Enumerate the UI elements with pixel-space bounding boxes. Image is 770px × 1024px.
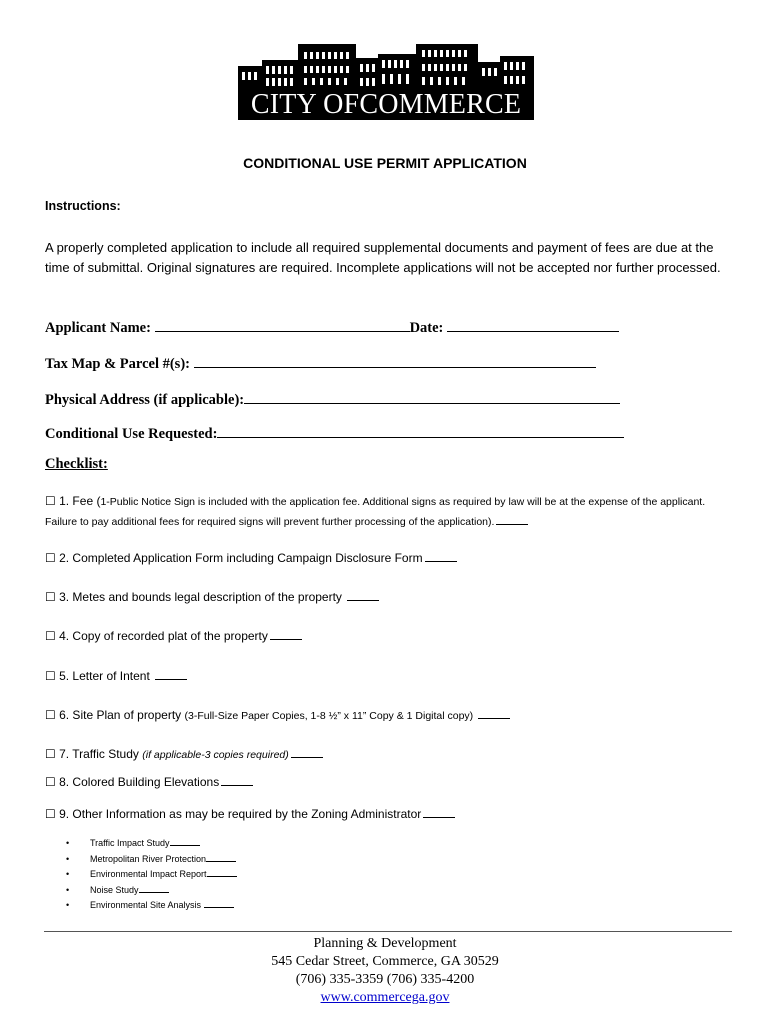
list-item (66, 898, 237, 914)
list-item (66, 852, 237, 868)
bullet-icon: • (66, 853, 70, 864)
sub-item-blank (170, 836, 200, 846)
item-fee-label: ☐ 1. Fee ( (45, 494, 101, 508)
tax-map-line[interactable] (194, 353, 596, 368)
item-traffic-study-label: ☐ 7. Traffic Study (45, 747, 143, 761)
tax-map-label: Tax Map & Parcel #(s): (45, 356, 194, 372)
item-letter-of-intent-label: ☐ 5. Letter of Intent (45, 669, 154, 683)
logo-wordmark (238, 90, 534, 120)
applicant-name-line[interactable] (155, 317, 410, 332)
applicant-name-label: Applicant Name: (45, 320, 155, 336)
item-site-plan-label: ☐ 6. Site Plan of property (45, 708, 185, 722)
conditional-use-label: Conditional Use Requested: (45, 426, 218, 442)
physical-address-line[interactable] (244, 389, 620, 404)
bullet-icon: • (66, 900, 70, 910)
checklist-title: Checklist: (45, 456, 108, 472)
sub-item-blank (206, 852, 236, 862)
checklist-item-site-plan[interactable] (45, 707, 510, 722)
sub-item-label: Metropolitan River Protection (90, 853, 207, 864)
item-application-form-label: ☐ 2. Completed Application Form including Campaign Disclosure Form (45, 551, 423, 565)
item-traffic-study-note: (if applicable-3 copies required) (142, 749, 289, 761)
item-recorded-plat-blank (270, 628, 302, 640)
logo-city-text: CITY OF (250, 89, 360, 120)
checklist-item-legal-description[interactable] (45, 589, 379, 604)
logo-commerce-text: COMMERCE (359, 89, 522, 120)
footer-website-link[interactable]: www.commercega.gov (320, 990, 450, 1005)
sub-item-blank (204, 898, 234, 908)
sub-item-label: Noise Study (90, 884, 139, 895)
date-label: Date: (409, 320, 448, 336)
instructions-text: A properly completed application to include all required supplemental documents and payment of fees are due at the time of submittal. Original signatures are required. Incomplete applications will not be accepted nor further processed. (45, 240, 721, 275)
checklist-item-building-elevations[interactable] (45, 774, 253, 789)
item-other-information-label: ☐ 9. Other Information as may be required by the Zoning Administrator (45, 807, 422, 821)
date-line[interactable] (447, 317, 619, 332)
item-letter-of-intent-blank (155, 668, 187, 680)
checklist-item-application-form[interactable] (45, 550, 457, 565)
item-traffic-study-blank (291, 746, 323, 758)
list-item (66, 883, 237, 899)
page-title: CONDITIONAL USE PERMIT APPLICATION (243, 155, 527, 171)
sub-item-label: Traffic Impact Study (90, 838, 170, 848)
footer-address: 545 Cedar Street, Commerce, GA 30529 (271, 954, 499, 969)
city-of-commerce-logo (238, 44, 534, 120)
physical-address-label: Physical Address (if applicable): (45, 392, 245, 408)
item-legal-description-blank (347, 589, 379, 601)
item-site-plan-note: (3-Full-Size Paper Copies, 1-8 ½” x 11” Copy & 1 Digital copy) (184, 710, 477, 722)
applicant-name-field (45, 317, 619, 337)
item-building-elevations-blank (221, 774, 253, 786)
item-legal-description-label: ☐ 3. Metes and bounds legal description of the property (45, 590, 346, 604)
checklist-item-other-information[interactable] (45, 806, 455, 821)
conditional-use-line[interactable] (217, 423, 624, 438)
instructions-label: Instructions: (45, 199, 121, 213)
tax-map-field (45, 353, 596, 373)
item-building-elevations-label: ☐ 8. Colored Building Elevations (45, 775, 220, 789)
item-site-plan-blank (478, 707, 510, 719)
bullet-icon: • (66, 838, 70, 848)
item-fee-note: 1-Public Notice Sign is included with the application fee. Additional signs as required by law will be at the expense of the applicant. Failure to pay additional fees for required signs will prevent further processing of the application). (45, 496, 706, 528)
footer-divider (44, 931, 732, 932)
sub-item-label: Environmental Site Analysis (90, 900, 204, 910)
footer-department: Planning & Development (313, 936, 457, 951)
sub-item-blank (207, 867, 237, 877)
list-item (66, 836, 237, 852)
sub-item-label: Environmental Impact Report (90, 869, 207, 879)
bullet-icon: • (66, 884, 70, 895)
checklist-item-traffic-study[interactable] (45, 746, 323, 761)
sub-item-blank (139, 883, 169, 893)
footer-phone: (706) 335-3359 (706) 335-4200 (295, 972, 475, 987)
conditional-use-field (45, 423, 624, 443)
checklist-item-recorded-plat[interactable] (45, 628, 302, 643)
other-information-sublist (66, 836, 237, 914)
physical-address-field (45, 389, 620, 409)
item-other-information-blank (423, 806, 455, 818)
checklist-item-letter-of-intent[interactable] (45, 668, 187, 683)
bullet-icon: • (66, 869, 70, 879)
item-application-form-blank (425, 550, 457, 562)
item-recorded-plat-label: ☐ 4. Copy of recorded plat of the property (45, 629, 268, 643)
footer (0, 935, 770, 1007)
item-fee-blank (496, 513, 528, 525)
checklist-item-fee[interactable] (45, 492, 735, 532)
list-item (66, 867, 237, 883)
